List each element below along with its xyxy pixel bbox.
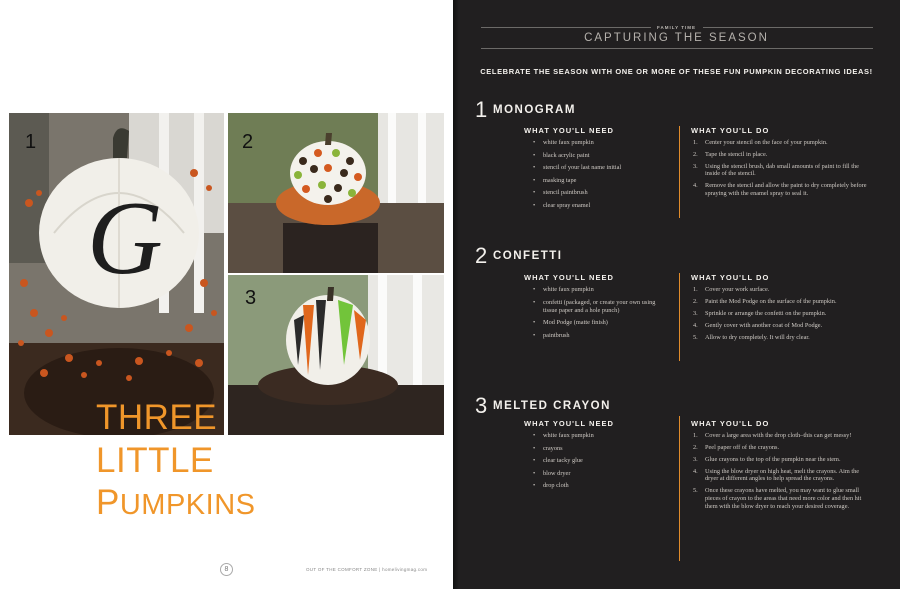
step-number: 2. [693, 150, 698, 158]
step-number: 5. [693, 487, 698, 495]
section-3-steps-list [691, 432, 867, 515]
step-text: Remove the stencil and allow the paint to dry completely before spraying with the enamel spray to seal it. [705, 182, 867, 198]
step-text: Gently cover with another coat of Mod Podge. [705, 321, 823, 329]
right-page [453, 0, 900, 589]
step-item [691, 487, 867, 510]
section-1-title: MONOGRAM [493, 104, 576, 116]
step-number: 5. [693, 333, 698, 341]
section-2-needs-heading: WHAT YOU'LL NEED [524, 273, 614, 282]
section-1-needs-heading: WHAT YOU'LL NEED [524, 126, 614, 135]
step-text: Tape the stencil in place. [705, 150, 768, 158]
step-number: 1. [693, 286, 698, 293]
step-number: 1. [693, 139, 698, 146]
section-3-divider [679, 416, 680, 561]
step-text: Cover your work surface. [705, 286, 770, 293]
page-header-title: CAPTURING THE SEASON [584, 32, 769, 44]
section-kicker: FAMILY TIME [656, 25, 696, 30]
footer-text: OUT OF THE COMFORT ZONE | homelivingmag.com [306, 567, 428, 572]
title-line-pumpkins [96, 483, 256, 523]
list-item: • confetti (packaged, or create your own using tissue paper and a hole punch) [529, 299, 669, 315]
step-item [691, 286, 867, 294]
step-text: Allow to dry completely. It will dry clear. [705, 333, 810, 341]
step-number: 4. [693, 321, 698, 329]
title-line-three: THREE [96, 398, 218, 437]
page-gutter [453, 0, 459, 589]
photo-melted-crayon-pumpkin [228, 275, 444, 435]
step-number: 2. [693, 443, 698, 451]
step-text: Sprinkle or arrange the confetti on the pumpkin. [705, 309, 827, 317]
step-item [691, 182, 867, 197]
section-3-steps-heading: WHAT YOU'LL DO [691, 419, 770, 428]
step-item [691, 163, 867, 178]
list-item: • blow dryer [529, 470, 669, 478]
section-3-needs-list [529, 432, 669, 495]
step-item [691, 444, 867, 452]
step-item [691, 456, 867, 464]
step-text: Center your stencil on the face of your pumpkin. [705, 139, 828, 146]
step-number: 4. [693, 182, 698, 190]
photo-number-2: 2 [242, 131, 254, 153]
list-item: • stencil paintbrush [529, 189, 669, 197]
step-item [691, 139, 867, 147]
section-2-title: CONFETTI [493, 250, 563, 262]
list-item: • crayons [529, 445, 669, 453]
title-pumpkins-initial: P [96, 483, 120, 522]
photo-number-3: 3 [245, 287, 257, 309]
monogram-pumpkin-illustration [9, 113, 224, 435]
step-number: 3. [693, 309, 698, 317]
step-number: 4. [693, 467, 698, 475]
step-item [691, 432, 867, 440]
photo-monogram-pumpkin [9, 113, 224, 435]
header-rule-bottom [481, 48, 873, 49]
step-text: Using the blow dryer on high heat, melt the crayons. Aim the dryer at different angles to help spread the crayons. [705, 467, 860, 483]
section-1-steps-list [691, 139, 867, 202]
list-item: • white faux pumpkin [529, 286, 669, 294]
list-item: • clear spray enamel [529, 202, 669, 210]
section-2-steps-list [691, 286, 867, 345]
step-item [691, 310, 867, 318]
step-item [691, 298, 867, 306]
section-2-steps-heading: WHAT YOU'LL DO [691, 273, 770, 282]
step-number: 2. [693, 297, 698, 305]
list-item: • clear tacky glue [529, 457, 669, 465]
page-number: 8 [220, 563, 233, 576]
section-1-divider [679, 126, 680, 218]
step-item [691, 334, 867, 342]
section-1-number: 1 [475, 97, 488, 122]
section-3-number: 3 [475, 393, 488, 418]
step-text: Once these crayons have melted, you may want to glue small pieces of crayon to the areas that need more color and then hit them with the blow dryer to reach your desired coverage. [705, 487, 862, 510]
section-1-needs-list [529, 139, 669, 215]
list-item: • black acrylic paint [529, 152, 669, 160]
step-item [691, 468, 867, 483]
step-text: Glue crayons to the top of the pumpkin near the stem. [705, 455, 841, 463]
list-item: • drop cloth [529, 482, 669, 490]
list-item: • white faux pumpkin [529, 139, 669, 147]
confetti-pumpkin-illustration [228, 113, 444, 273]
step-item [691, 322, 867, 330]
section-3-needs-heading: WHAT YOU'LL NEED [524, 419, 614, 428]
step-text: Peel paper off of the crayons. [705, 443, 780, 451]
step-number: 3. [693, 162, 698, 170]
section-2-divider [679, 273, 680, 361]
step-number: 1. [693, 432, 698, 439]
list-item: • white faux pumpkin [529, 432, 669, 440]
section-2-needs-list [529, 286, 669, 344]
step-number: 3. [693, 455, 698, 463]
photo-number-1: 1 [25, 131, 37, 153]
list-item: • Mod Podge (matte finish) [529, 319, 669, 327]
photo-confetti-pumpkin [228, 113, 444, 273]
list-item: • paintbrush [529, 332, 669, 340]
section-1-steps-heading: WHAT YOU'LL DO [691, 126, 770, 135]
step-item [691, 151, 867, 159]
section-2-number: 2 [475, 243, 488, 268]
section-3-title: MELTED CRAYON [493, 400, 611, 412]
step-text: Cover a large area with the drop cloth–this can get messy! [705, 432, 852, 439]
monogram-letter: G [87, 179, 163, 296]
list-item: • masking tape [529, 177, 669, 185]
intro-heading: CELEBRATE THE SEASON WITH ONE OR MORE OF THESE FUN PUMPKIN DECORATING IDEAS! [480, 67, 873, 76]
title-line-little: LITTLE [96, 441, 214, 480]
step-text: Paint the Mod Podge on the surface of the pumpkin. [705, 297, 837, 305]
list-item: • stencil of your last name initial [529, 164, 669, 172]
title-pumpkins-rest: UMPKINS [119, 489, 256, 521]
melted-crayon-pumpkin-illustration [228, 275, 444, 435]
step-text: Using the stencil brush, dab small amounts of paint to fill the inside of the stencil. [705, 162, 859, 178]
